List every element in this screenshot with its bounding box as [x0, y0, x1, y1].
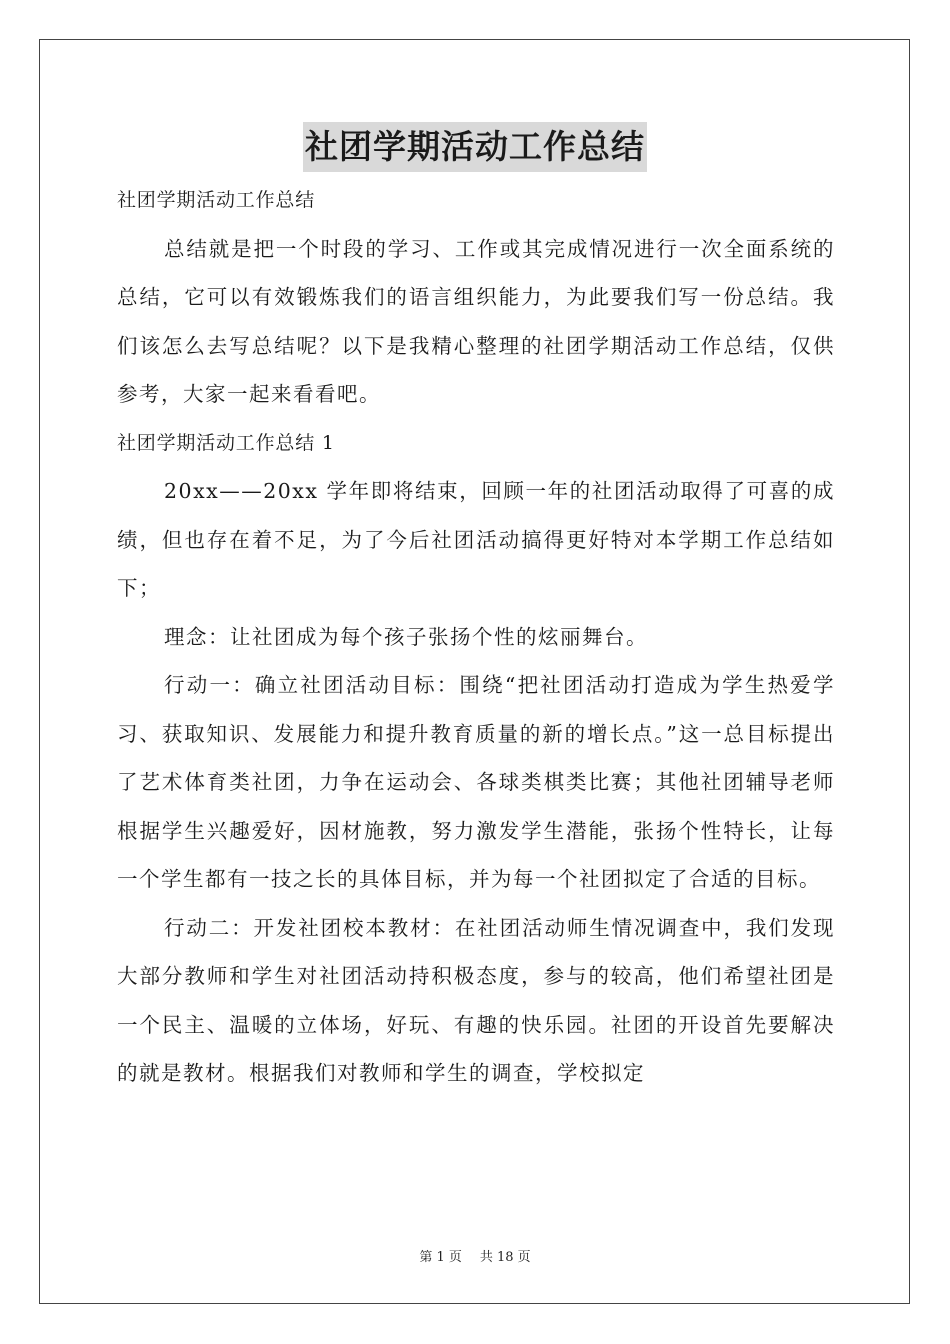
document-title: 社团学期活动工作总结: [303, 122, 647, 172]
section-heading: 社团学期活动工作总结 1: [117, 431, 335, 454]
page-number: 第 1 页: [419, 1250, 462, 1265]
body-paragraph: 理念：让社团成为每个孩子张扬个性的炫丽舞台。: [164, 624, 648, 649]
section-heading: 社团学期活动工作总结: [117, 189, 316, 211]
page-total: 共 18 页: [479, 1250, 531, 1265]
page-footer: [0, 1246, 950, 1265]
body-paragraph: 总结就是把一个时段的学习、工作或其完成情况进行一次全面系统的总结，它可以有效锻炼我们的语言组织能力，为此要我们写一份总结。我们该怎么去写总结呢？以下是我精心整理的社团学期活动工作总结，仅供参考，大家一起来看看吧。: [117, 236, 835, 406]
body-paragraph: 20xx——20xx 学年即将结束，回顾一年的社团活动取得了可喜的成绩，但也存在着不足，为了今后社团活动搞得更好特对本学期工作总结如下；: [117, 479, 835, 600]
document-title-block: [0, 122, 950, 172]
document-body: [117, 176, 835, 1098]
body-paragraph: 行动二：开发社团校本教材：在社团活动师生情况调查中，我们发现大部分教师和学生对社团活动持积极态度，参与的较高，他们希望社团是一个民主、温暖的立体场，好玩、有趣的快乐园。社团的开设首先要解决的就是教材。根据我们对教师和学生的调查，学校拟定: [117, 915, 835, 1085]
body-paragraph: 行动一：确立社团活动目标：围绕“把社团活动打造成为学生热爱学习、获取知识、发展能力和提升教育质量的新的增长点。”这一总目标提出了艺术体育类社团，力争在运动会、各球类棋类比赛；其他社团辅导老师根据学生兴趣爱好，因材施教，努力激发学生潜能，张扬个性特长，让每一个学生都有一技之长的具体目标，并为每一个社团拟定了合适的目标。: [117, 673, 835, 891]
